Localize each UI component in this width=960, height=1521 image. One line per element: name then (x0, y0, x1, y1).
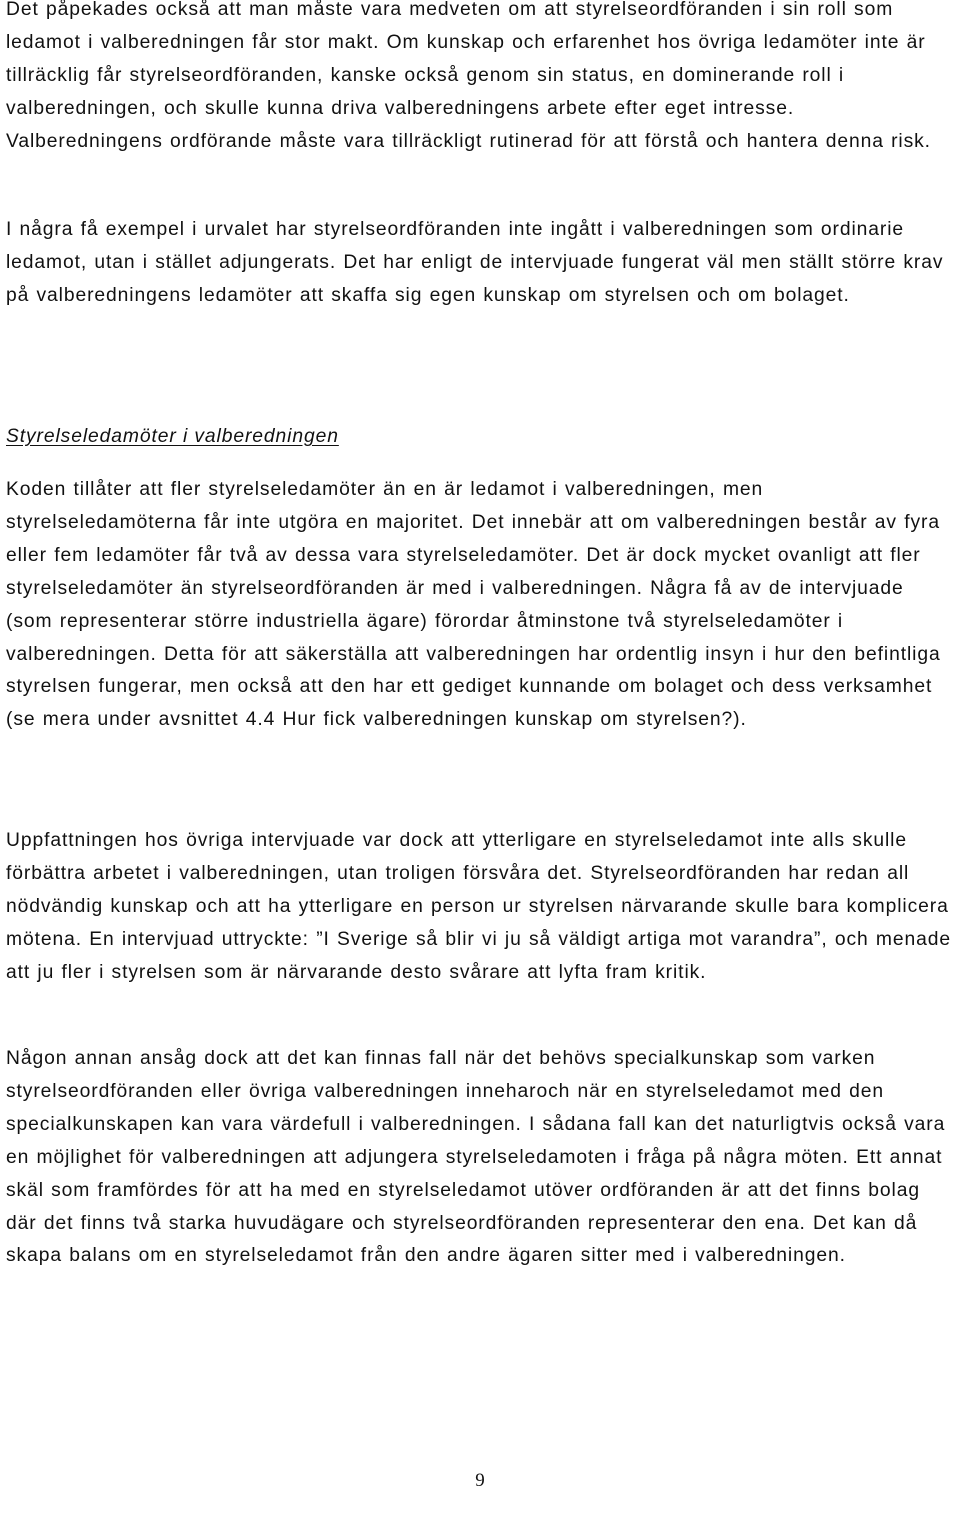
page-number: 9 (475, 1470, 485, 1491)
paragraph-special-knowledge: Någon annan ansåg dock att det kan finnas fall när det behövs specialkunskap som varken styrelseordföranden eller övriga valberedningen inneharoch när en styrelseledamot med den specialkunskapen kan vara värdefull i valberedningen. I sådana fall kan det naturligtvis också vara en möjlighet för valberedningen att adjungera styrelseledamoten i fråga på några möten. Ett annat skäl som framfördes för att ha med en styrelseledamot utöver ordföranden är att det finns bolag där det finns två starka huvudägare och styrelseordföranden representerar den ena. Det kan då skapa balans om en styrelseledamot från den andre ägaren sitter med i valberedningen. (6, 1048, 946, 1267)
paragraph-code-rules: Koden tillåter att fler styrelseledamöter än en är ledamot i valberedningen, men styrelseledamöterna får inte utgöra en majoritet. Det innebär att om valberedningen består av fyra eller fem ledamöter får två av dessa vara styrelseledamöter. Det är dock mycket ovanligt att fler styrelseledamöter än styrelseordföranden är med i valberedningen. Några få av de intervjuade (som representerar större industriella ägare) förordar åtminstone två styrelseledamöter i valberedningen. Detta för att säkerställa att valberedningen har ordentlig insyn i hur den befintliga styrelsen fungerar, men också att den har ett gediget kunnande om bolaget och dess verksamhet (se mera under avsnittet 4.4 Hur fick valberedningen kunskap om styrelsen?). (6, 479, 941, 731)
section-heading: Styrelseledamöter i valberedningen (6, 426, 339, 447)
paragraph-intro: Det påpekades också att man måste vara medveten om att styrelseordföranden i sin roll som ledamot i valberedningen får stor makt. Om kunskap och erfarenhet hos övriga ledamöter inte är tillräcklig får styrelseordföranden, kanske också genom sin status, en dominerande roll i valberedningen, och skulle kunna driva valberedningens arbete efter eget intresse. Valberedningens ordförande måste vara tillräckligt rutinerad för att förstå och hantera denna risk. (6, 0, 931, 152)
paragraph-other-views: Uppfattningen hos övriga intervjuade var dock att ytterligare en styrelseledamot inte alls skulle förbättra arbetet i valberedningen, utan troligen försvåra det. Styrelseordföranden har redan all nödvändig kunskap och att ha ytterligare en person ur styrelsen närvarande skulle bara komplicera mötena. En intervjuad uttryckte: ”I Sverige så blir vi ju så väldigt artiga mot varandra”, och menade att ju fler i styrelsen som är närvarande desto svårare att lyfta fram kritik. (6, 830, 951, 983)
paragraph-adjunct: I några få exempel i urvalet har styrelseordföranden inte ingått i valberedningen som ordinarie ledamot, utan i stället adjungerats. Det har enligt de intervjuade fungerat väl men ställt större krav på valberedningens ledamöter att skaffa sig egen kunskap om styrelsen och om bolaget. (6, 219, 944, 306)
